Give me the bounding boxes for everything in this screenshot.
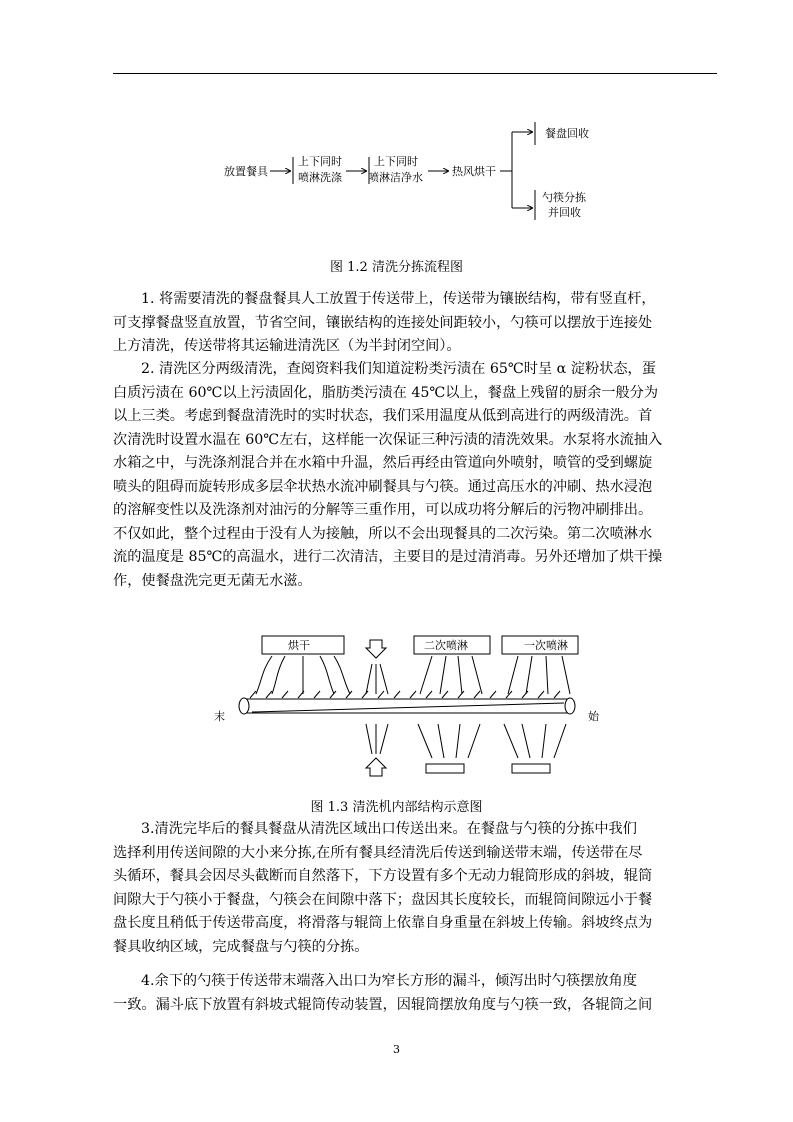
paragraph-2-line: 水箱之中，与洗涤剂混合并在水箱中升温，然后再经由管道向外喷射，喷管的受到螺旋: [113, 455, 653, 471]
paragraph-4: [113, 970, 717, 1017]
start-roller: [565, 698, 575, 714]
flow-start-label: 放置餐具: [224, 165, 268, 178]
flow-step1-line1: 上下同时: [298, 155, 342, 168]
paragraph-1-line: 可支撑餐盘竖直放置，节省空间，镶嵌结构的连接处间距较小，勺筷可以摆放于连接处: [113, 314, 653, 331]
flow-output1-label: 餐盘回收: [545, 127, 589, 140]
paragraph-2-line: 的溶解变性以及洗涤剂对油污的分解等三重作用，可以成功将分解后的污物冲刷排出。: [113, 502, 653, 518]
lower-nozzle-second: [426, 764, 464, 773]
paragraph-3-line: 间隙大于勺筷小于餐盘，勺筷会在间隙中落下；盘因其长度较长，而辊筒间隙远小于餐: [113, 891, 653, 908]
paragraph-1-line: 上方清洗，传送带将其运输进清洗区（为半封闭空间）。: [113, 338, 461, 354]
paragraph-3-line: 餐具收纳区域，完成餐盘与勺筷的分拣。: [113, 938, 369, 955]
flow-output2-line1: 勺筷分拣: [542, 191, 586, 204]
first-spray-label: 一次喷淋: [524, 639, 568, 652]
dryer-box-label: 烘干: [288, 639, 310, 652]
paragraph-2-line: 喷头的阻碍而旋转形成多层伞状热水流冲刷餐具与勺筷。通过高压水的冲刷、热水浸泡: [113, 478, 653, 495]
flow-step1-line2: 喷淋洗涤: [298, 171, 342, 184]
flow-step2-line2: 喷淋洁净水: [368, 171, 423, 184]
paragraph-2-line: 不仅如此，整个过程由于没有人为接触，所以不会出现餐具的二次污染。第二次喷淋水: [113, 525, 653, 542]
flow-step2-line1: 上下同时: [374, 155, 418, 168]
figure-1-2-caption: 图 1.2 清洗分拣流程图: [330, 260, 463, 275]
page-number: 3: [393, 1043, 400, 1056]
start-label: 始: [588, 710, 599, 723]
paragraph-4-line: 一致。漏斗底下放置有斜坡式辊筒传动装置，因辊筒摆放角度与勺筷一致，各辊筒之间: [113, 996, 653, 1013]
flow-output2-line2: 并回收: [548, 206, 581, 219]
end-roller: [239, 698, 249, 714]
paragraph-2-line: 作，使餐盘洗完更无菌无水滋。: [113, 572, 312, 589]
paragraph-2-line: 白质污渍在 60℃以上污渍固化，脂肪类污渍在 45℃以上，餐盘上残留的厨余一般分为: [113, 384, 659, 401]
conveyor-hatching: [250, 691, 560, 698]
paragraph-3-line: 头循环，餐具会因尽头截断而自然落下，下方设置有多个无动力辊筒形成的斜坡，辊筒: [113, 868, 653, 884]
paragraph-3-line: 选择利用传送间隙的大小来分拣,在所有餐具经清洗后传送到输送带末端，传送带在尽: [113, 844, 643, 861]
flow-step3-label: 热风烘干: [452, 165, 496, 178]
paragraph-3: [113, 818, 717, 959]
paragraph-2-line: 流的温度是 85℃的高温水，进行二次清洁，主要目的是过清消毒。另外还增加了烘干操: [113, 549, 663, 565]
end-label: 末: [214, 710, 225, 723]
paragraph-3-line: 3.清洗完毕后的餐具餐盘从清洗区域出口传送出来。在餐盘与勺筷的分拣中我们: [141, 821, 637, 837]
figure-1-3-caption: 图 1.3 清洗机内部结构示意图: [310, 800, 483, 815]
paragraph-2-line: 次清洗时设置水温在 60℃左右，这样能一次保证三种污渍的清洗效果。水泵将水流抽入: [113, 431, 663, 448]
paragraph-1-line: 1. 将需要清洗的餐盘餐具人工放置于传送带上，传送带为镶嵌结构，带有竖直杆，: [141, 291, 656, 307]
lower-nozzle-first: [512, 764, 550, 773]
paragraph-3-line: 盘长度且稍低于传送带高度，将滑落与辊筒上依靠自身重量在斜坡上传输。斜坡终点为: [113, 915, 653, 931]
second-spray-label: 二次喷淋: [424, 639, 468, 652]
paragraph-4-line: 4.余下的勺筷于传送带末端落入出口为窄长方形的漏斗，倾泻出时勺筷摆放角度: [141, 973, 637, 989]
paragraph-2-line: 以上三类。考虑到餐盘清洗时的实时状态，我们采用温度从低到高进行的两级清洗。首: [113, 408, 653, 424]
paragraph-2-line: 2. 清洗区分两级清洗，查阅资料我们知道淀粉类污渍在 65℃时呈 α 淀粉状态，蛋: [141, 361, 656, 377]
